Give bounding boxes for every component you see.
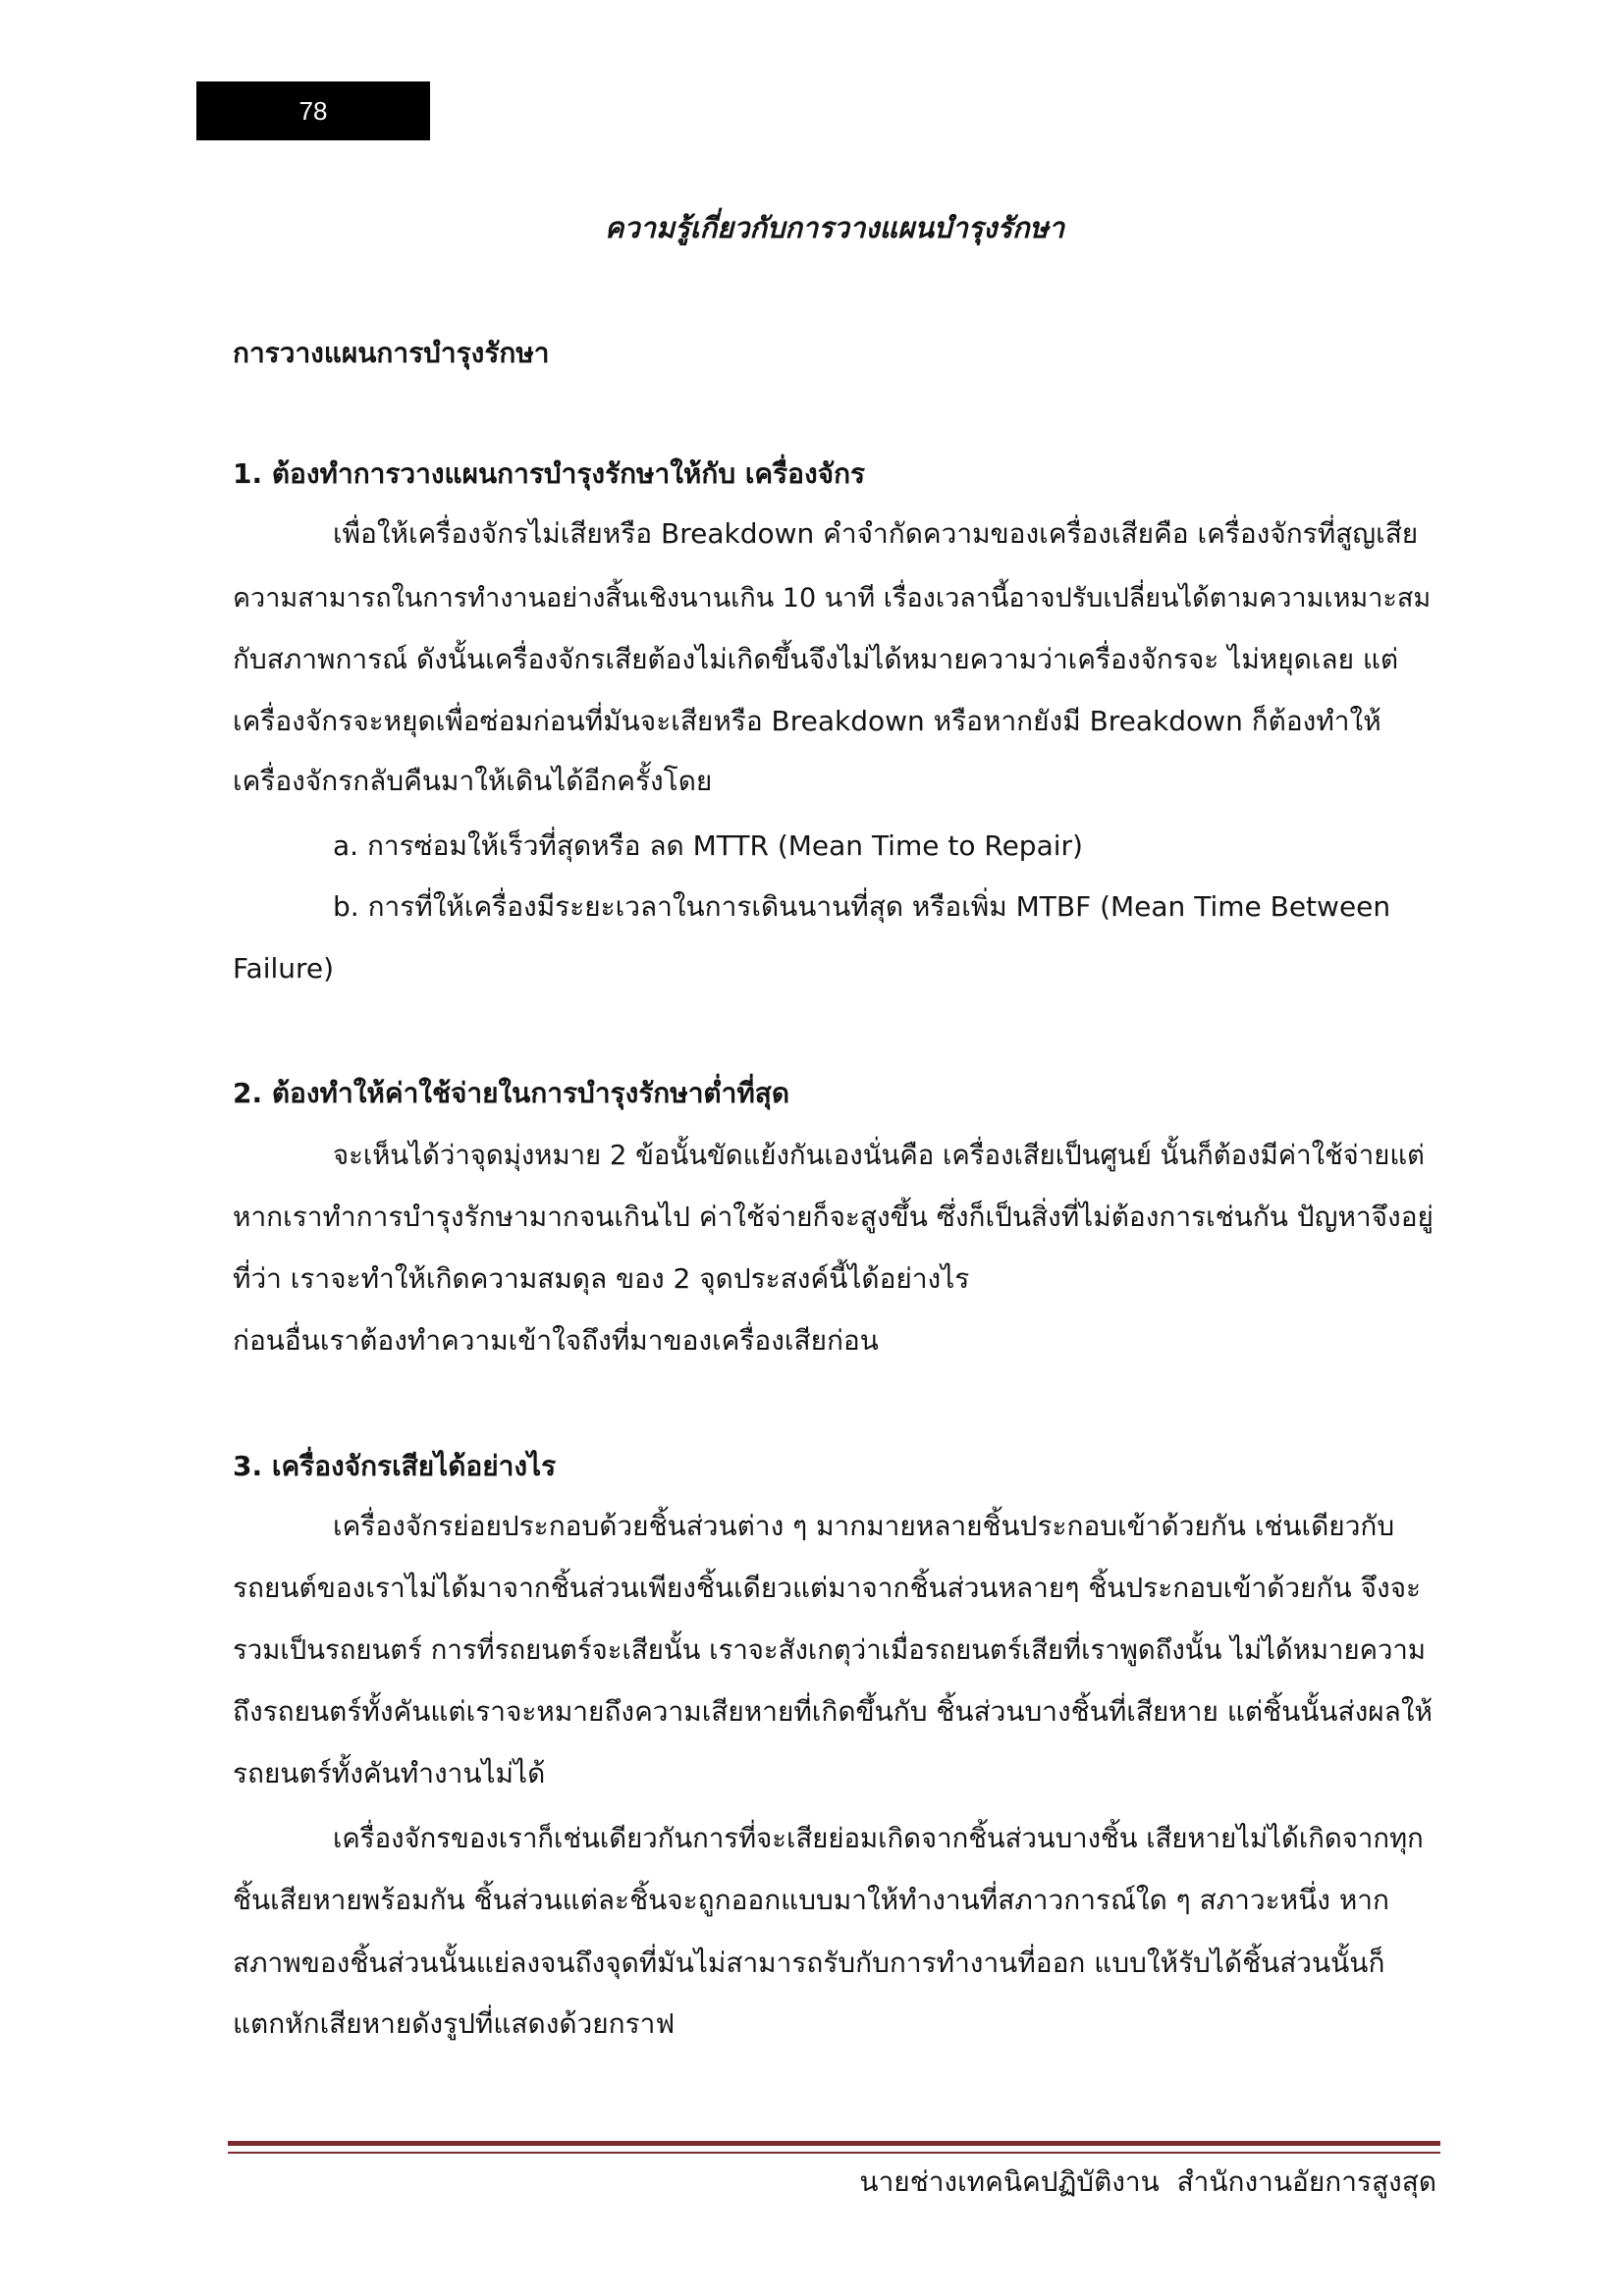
footer-rule-thick bbox=[228, 2141, 1440, 2146]
body-line: ชิ้นเสียหายพร้อมกัน ชิ้นส่วนแต่ละชิ้นจะถูกออกแบบมาให้ทำงานที่สภาวการณ์ใด ๆ สภาวะหนึ่ง หาก bbox=[233, 1884, 1389, 1916]
body-line: จะเห็นได้ว่าจุดมุ่งหมาย 2 ข้อนั้นขัดแย้งกันเองนั่นคือ เครื่องเสียเป็นศูนย์ นั้นก็ต้องมีค่าใช้จ่ายแต่ bbox=[333, 1140, 1425, 1171]
body-line: เครื่องจักรกลับคืนมาให้เดินได้อีกครั้งโดย bbox=[233, 765, 713, 797]
body-line: รถยนตร์ทั้งคันทำงานไม่ได้ bbox=[233, 1757, 546, 1789]
list-item-a: a. การซ่อมให้เร็วที่สุดหรือ ลด MTTR (Mean Time to Repair) bbox=[333, 829, 1083, 862]
body-line: เครื่องจักรของเราก็เช่นเดียวกันการที่จะเสียย่อมเกิดจากชิ้นส่วนบางชิ้น เสียหายไม่ได้เกิดจากทุก bbox=[333, 1823, 1424, 1854]
list-item-b-continuation: Failure) bbox=[233, 952, 335, 985]
body-line: ความสามารถในการทำงานอย่างสิ้นเชิงนานเกิน 10 นาที เรื่องเวลานี้อาจปรับเปลี่ยนได้ตามความเหมาะสม bbox=[233, 583, 1432, 614]
section-heading: 2. ต้องทำให้ค่าใช้จ่ายในการบำรุงรักษาต่ำที่สุด bbox=[233, 1077, 790, 1109]
section-heading: 3. เครื่องจักรเสียได้อย่างไร bbox=[233, 1450, 557, 1482]
list-item-b: b. การที่ให้เครื่องมีระยะเวลาในการเดินนานที่สุด หรือเพิ่ม MTBF (Mean Time Between bbox=[333, 890, 1391, 923]
section-heading: 1. ต้องทำการวางแผนการบำรุงรักษาให้กับ เครื่องจักร bbox=[233, 457, 866, 490]
footer-rule-thin bbox=[228, 2152, 1440, 2154]
body-line: กับสภาพการณ์ ดังนั้นเครื่องจักรเสียต้องไม่เกิดขึ้นจึงไม่ได้หมายความว่าเครื่องจักรจะ ไม่หยุดเลย แต่ bbox=[233, 643, 1399, 675]
body-line: ก่อนอื่นเราต้องทำความเข้าใจถึงที่มาของเครื่องเสียก่อน bbox=[233, 1324, 879, 1357]
body-line: ที่ว่า เราจะทำให้เกิดความสมดุล ของ 2 จุดประสงค์นี้ได้อย่างไร bbox=[233, 1262, 970, 1295]
page-title: ความรู้เกี่ยวกับการวางแผนบำรุงรักษา bbox=[605, 211, 1064, 244]
body-line: แตกหักเสียหายดังรูปที่แสดงด้วยกราฟ bbox=[233, 2007, 676, 2040]
page-number: 78 bbox=[298, 96, 328, 126]
body-line: รวมเป็นรถยนตร์ การที่รถยนตร์จะเสียนั้น เราจะสังเกตุว่าเมื่อรถยนตร์เสียที่เราพูดถึงนั้น ไม่ได้หมายความ bbox=[233, 1634, 1426, 1666]
body-line: เพื่อให้เครื่องจักรไม่เสียหรือ Breakdown คำจำกัดความของเครื่องเสียคือ เครื่องจักรที่สูญเสีย bbox=[333, 517, 1419, 550]
body-line: หากเราทำการบำรุงรักษามากจนเกินไป ค่าใช้จ่ายก็จะสูงขึ้น ซึ่งก็เป็นสิ่งที่ไม่ต้องการเช่นกัน ปัญหาจึงอยู่ bbox=[233, 1201, 1434, 1233]
body-line: ถึงรถยนตร์ทั้งคันแต่เราจะหมายถึงความเสียหายที่เกิดขึ้นกับ ชิ้นส่วนบางชิ้นที่เสียหาย แต่ชิ้นนั้นส่งผลให้ bbox=[233, 1695, 1433, 1728]
body-line: เครื่องจักรจะหยุดเพื่อซ่อมก่อนที่มันจะเสียหรือ Breakdown หรือหากยังมี Breakdown ก็ต้องทำให้ bbox=[233, 705, 1381, 737]
body-line: สภาพของชิ้นส่วนนั้นแย่ลงจนถึงจุดที่มันไม่สามารถรับกับการทำงานที่ออก แบบให้รับได้ชิ้นส่วนนั้นก็ bbox=[233, 1947, 1385, 1979]
main-heading: การวางแผนการบำรุงรักษา bbox=[233, 337, 550, 369]
body-line: เครื่องจักรย่อยประกอบด้วยชิ้นส่วนต่าง ๆ มากมายหลายชิ้นประกอบเข้าด้วยกัน เช่นเดียวกับ bbox=[333, 1510, 1395, 1542]
footer-text: นายช่างเทคนิคปฏิบัติงาน สำนักงานอัยการสูงสุด bbox=[859, 2165, 1436, 2198]
body-line: รถยนต์ของเราไม่ได้มาจากชิ้นส่วนเพียงชิ้นเดียวแต่มาจากชิ้นส่วนหลายๆ ชิ้นประกอบเข้าด้วยกัน จึงจะ bbox=[233, 1572, 1422, 1604]
page-number-box bbox=[196, 81, 430, 140]
